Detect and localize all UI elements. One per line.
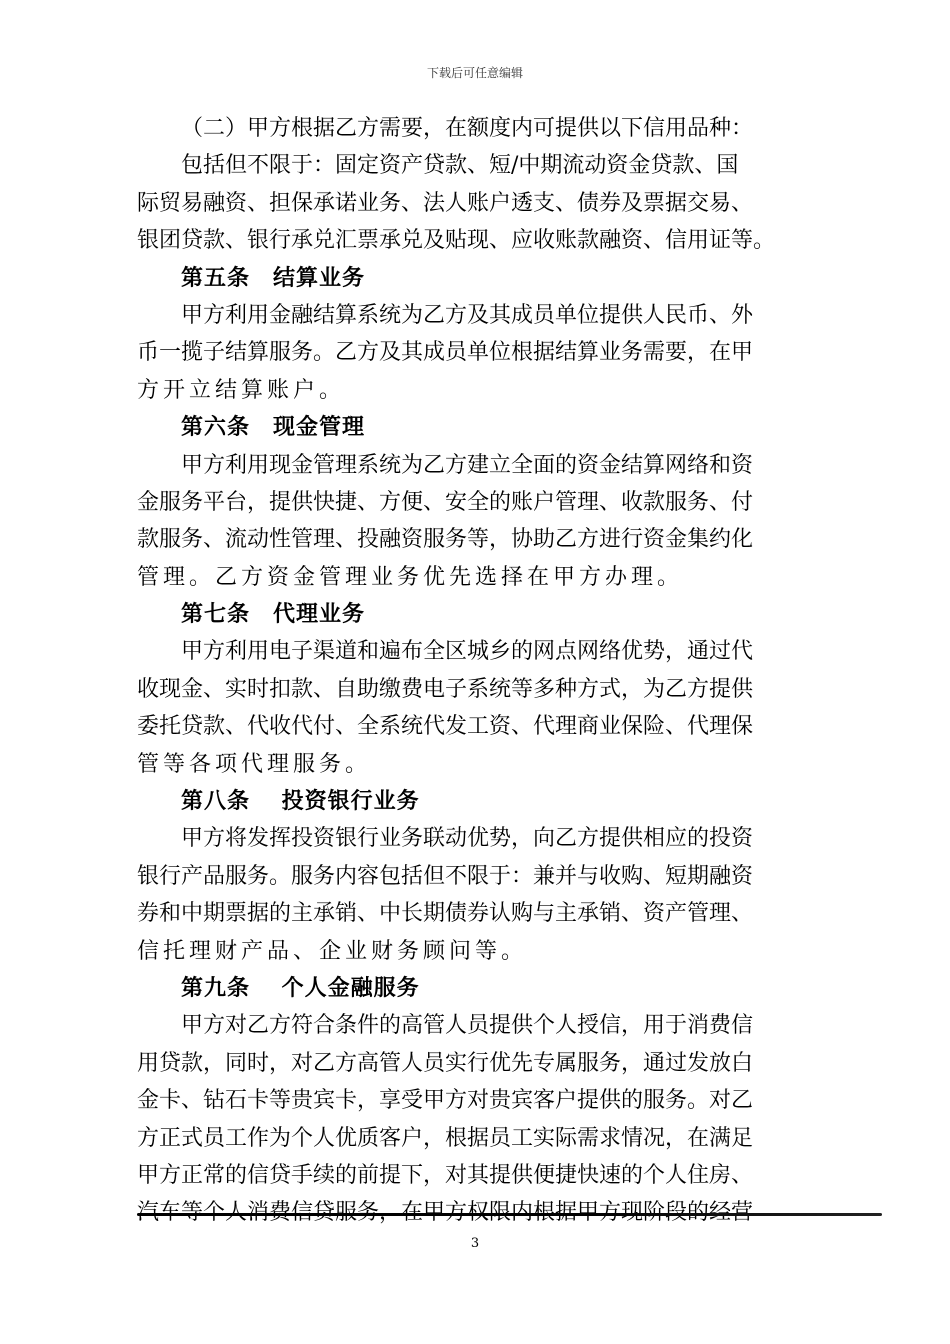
paragraph-first-line: 甲方将发挥投资银行业务联动优势，向乙方提供相应的投资 xyxy=(181,826,754,852)
page-header: 下载后可任意编辑 xyxy=(426,66,523,80)
article-heading: 第六条 现金管理 xyxy=(181,415,366,441)
paragraph-first-line: 甲方利用金融结算系统为乙方及其成员单位提供人民币、外 xyxy=(181,302,754,328)
paragraph-line: 款服务、流动性管理、投融资服务等，协助乙方进行资金集约化 xyxy=(137,527,754,553)
paragraph-line: 银团贷款、银行承兑汇票承兑及贴现、应收账款融资、信用证等。 xyxy=(137,228,776,254)
paragraph-first-line: 甲方利用电子渠道和遍布全区城乡的网点网络优势，通过代 xyxy=(181,639,754,665)
paragraph-line: 委托贷款、代收代付、全系统代发工资、代理商业保险、代理保 xyxy=(137,714,754,740)
document-body xyxy=(137,110,820,1232)
paragraph-line: 券和中期票据的主承销、中长期债券认购与主承销、资产管理、 xyxy=(137,901,754,927)
paragraph-line: 收现金、实时扣款、自助缴费电子系统等多种方式，为乙方提供 xyxy=(137,676,754,702)
paragraph-line: 管等各项代理服务。 xyxy=(137,751,372,777)
paragraph-line: 甲方正常的信贷手续的前提下，对其提供便捷快速的个人住房、 xyxy=(137,1162,754,1188)
paragraph-first-line: （二）甲方根据乙方需要，在额度内可提供以下信用品种： xyxy=(181,116,754,141)
paragraph-line: 金卡、钻石卡等贵宾卡，享受甲方对贵宾客户提供的服务。对乙 xyxy=(137,1088,754,1114)
paragraph-first-line: 甲方对乙方符合条件的高管人员提供个人授信，用于消费信 xyxy=(181,1013,754,1039)
article-heading: 第九条 个人金融服务 xyxy=(181,975,420,1001)
paragraph-line: 管理。乙方资金管理业务优先选择在甲方办理。 xyxy=(137,564,684,590)
article-heading: 第七条 代理业务 xyxy=(181,602,366,628)
paragraph-line: 方开立结算账户。 xyxy=(137,377,346,403)
article-heading: 第五条 结算业务 xyxy=(181,265,366,291)
paragraph-line: 际贸易融资、担保承诺业务、法人账户透支、债券及票据交易、 xyxy=(137,190,754,216)
footer-rule xyxy=(137,1213,882,1216)
paragraph-first-line: 甲方利用现金管理系统为乙方建立全面的资金结算网络和资 xyxy=(181,452,754,478)
paragraph-line: 银行产品服务。服务内容包括但不限于：兼并与收购、短期融资 xyxy=(137,863,754,889)
page-number: 3 xyxy=(470,1236,480,1251)
paragraph-line: 币一揽子结算服务。乙方及其成员单位根据结算业务需要，在甲 xyxy=(137,340,754,366)
paragraph-line: 金服务平台，提供快捷、方便、安全的账户管理、收款服务、付 xyxy=(137,489,754,515)
paragraph-line: 方正式员工作为个人优质客户，根据员工实际需求情况，在满足 xyxy=(137,1125,754,1151)
paragraph-first-line: 包括但不限于：固定资产贷款、短/中期流动资金贷款、国 xyxy=(181,153,739,179)
paragraph-line: 用贷款，同时，对乙方高管人员实行优先专属服务，通过发放白 xyxy=(137,1050,754,1076)
article-heading: 第八条 投资银行业务 xyxy=(181,789,420,815)
paragraph-line: 信托理财产品、企业财务顾问等。 xyxy=(137,938,528,964)
